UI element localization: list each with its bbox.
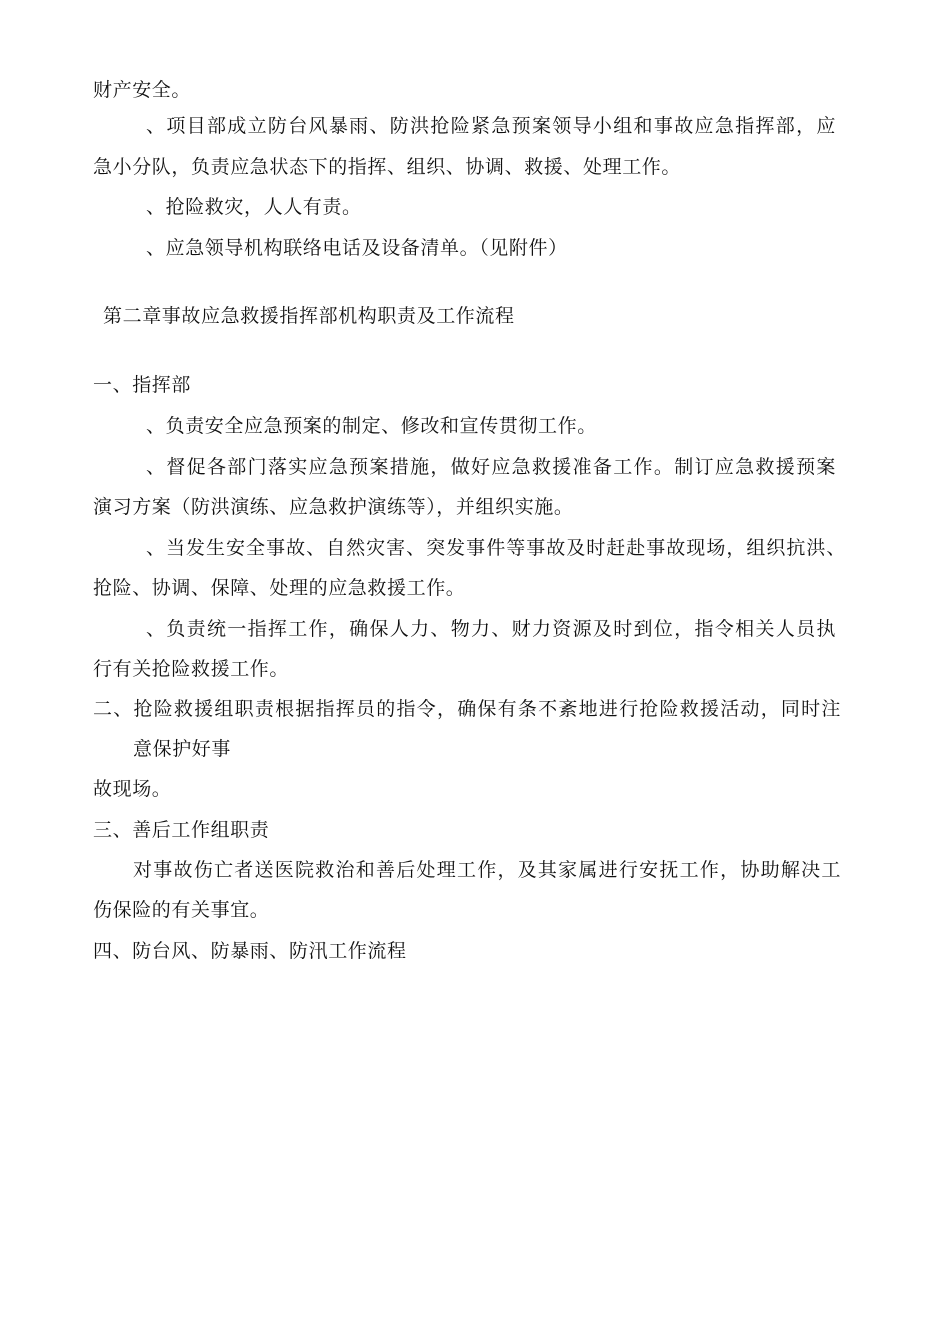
chapter-heading: 第二章事故应急救援指挥部机构职责及工作流程 xyxy=(103,305,515,327)
text-line: 、当发生安全事故、自然灾害、突发事件等事故及时赶赴事故现场，组织抗洪、 xyxy=(146,537,846,559)
text-line: 意保护好事 xyxy=(133,738,232,760)
text-line: 、负责统一指挥工作，确保人力、物力、财力资源及时到位，指令相关人员执 xyxy=(146,618,836,640)
section-heading: 四、防台风、防暴雨、防汛工作流程 xyxy=(93,940,407,962)
text-line: 、督促各部门落实应急预案措施，做好应急救援准备工作。制订应急救援预案 xyxy=(146,456,836,478)
text-line: 、应急领导机构联络电话及设备清单。（见附件） xyxy=(146,237,568,259)
text-line: 行有关抢险救援工作。 xyxy=(93,658,290,680)
text-line: 、项目部成立防台风暴雨、防洪抢险紧急预案领导小组和事故应急指挥部，应 xyxy=(146,115,836,137)
text-line: 演习方案（防洪演练、应急救护演练等），并组织实施。 xyxy=(93,496,574,518)
text-line: 抢险、协调、保障、处理的应急救援工作。 xyxy=(93,577,466,599)
text-line: 对事故伤亡者送医院救治和善后处理工作，及其家属进行安抚工作，协助解决工 xyxy=(133,859,841,881)
section-heading: 二、抢险救援组职责根据指挥员的指令，确保有条不紊地进行抢险救援活动，同时注 xyxy=(93,698,841,720)
text-line: 故现场。 xyxy=(93,778,172,800)
text-line: 伤保险的有关事宜。 xyxy=(93,899,270,921)
section-heading: 一、指挥部 xyxy=(93,374,192,396)
section-heading: 三、善后工作组职责 xyxy=(93,819,270,841)
text-line: 、抢险救灾，人人有责。 xyxy=(146,196,362,218)
text-line: 急小分队，负责应急状态下的指挥、组织、协调、救援、处理工作。 xyxy=(93,156,682,178)
text-line: 、负责安全应急预案的制定、修改和宣传贯彻工作。 xyxy=(146,415,597,437)
text-line: 财产安全。 xyxy=(93,79,192,101)
